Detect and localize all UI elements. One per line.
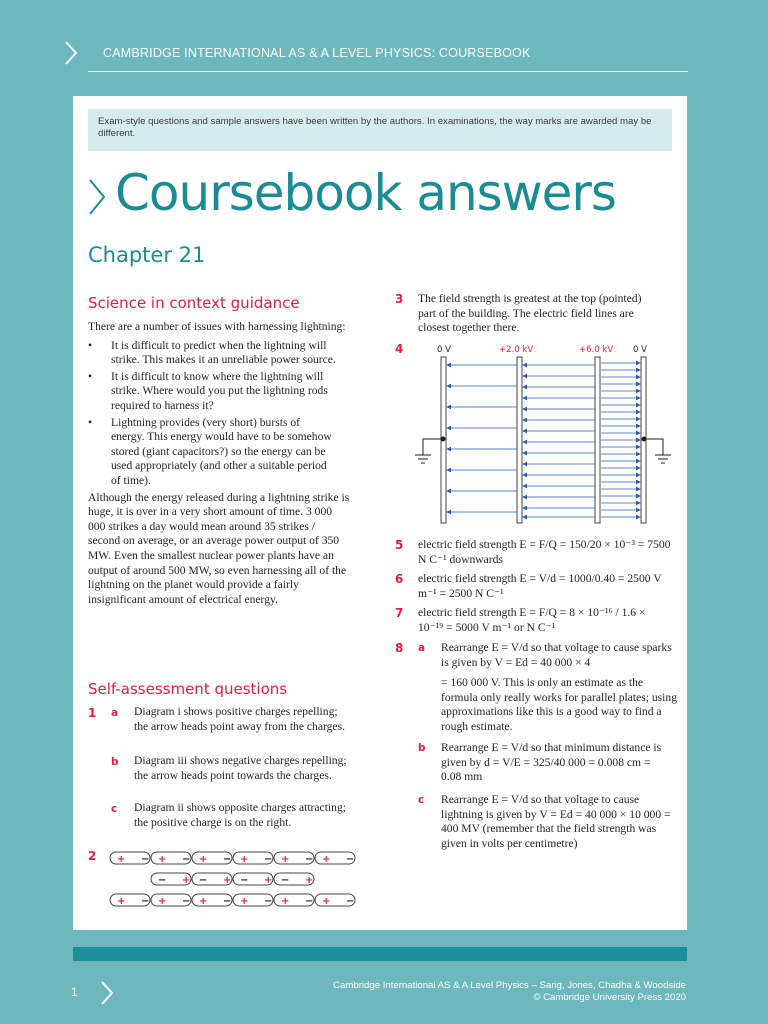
charge-sign: + (305, 875, 314, 886)
chevron-right-icon (87, 177, 107, 217)
science-intro: There are a number of issues with harnessing lightning: (88, 320, 346, 333)
charge-row-1 (110, 852, 355, 865)
charge-sign: − (223, 854, 232, 865)
plate (595, 357, 600, 523)
header-rule (88, 71, 688, 72)
question-number: 7 (395, 606, 404, 620)
top-bar (0, 0, 768, 72)
question-number: 1 (88, 706, 97, 720)
charge-sign: + (158, 854, 167, 865)
bullet-item: • Lightning provides (very short) bursts of energy. This energy would have to be somehow stored (giant capacitors?) so the energy can be used appropriately (and other a suitable period of time). (88, 416, 333, 489)
page-title (87, 164, 616, 222)
charge-sign: + (199, 896, 208, 907)
charge-sign: + (117, 854, 126, 865)
exam-notice: Exam-style questions and sample answers have been written by the authors. In examinations, the way marks are awarded may be different. (88, 109, 672, 151)
field-lines-left (447, 365, 517, 512)
answer-8a-continued: = 160 000 V. This is only an estimate as the formula only really works for parallel plates; using approximations like this is a good way to find a rough estimate. (441, 676, 677, 733)
charge-sign: − (223, 896, 232, 907)
footer-authors: Cambridge International AS & A Level Physics – Sang, Jones, Chadha & Woodside (333, 980, 686, 991)
science-paragraph: Although the energy released during a lightning strike is huge, it is over in a very short amount of time. 3 000 000 strikes a day would mean around 35 strikes / second on average, or an average power output of 350 MW. Even the smallest nuclear power plants have an output of around 500 MW, so even harnessing all of the lightning on the planet would provide a fairly insignificant amount of electrical energy. (88, 490, 350, 606)
charge-sign: + (281, 854, 290, 865)
page-number: 1 (71, 985, 78, 999)
charge-sign: + (158, 896, 167, 907)
potential-label: 0 V (437, 345, 451, 355)
potential-label: +2.0 kV (499, 345, 534, 355)
bottom-band (73, 947, 687, 961)
question-number: 3 (395, 292, 404, 306)
charge-sign: − (264, 896, 273, 907)
charge-sign: + (240, 896, 249, 907)
bullet-item: • It is difficult to know where the lightning will strike. Where would you put the lightning rods required to harness it? (88, 370, 339, 414)
field-lines-right (601, 363, 640, 517)
charge-sign: + (182, 875, 191, 886)
question-number: 5 (395, 538, 404, 552)
question-number: 6 (395, 572, 404, 586)
answer-1a: Diagram i shows positive charges repelling; the arrow heads point away from the charges. (134, 705, 345, 733)
charge-sign: − (264, 854, 273, 865)
sub-label: c (111, 803, 118, 815)
charge-sign: − (199, 875, 208, 886)
charge-sign: − (141, 854, 150, 865)
title-text: Coursebook answers (115, 164, 616, 222)
self-assessment-heading: Self-assessment questions (88, 680, 288, 698)
charge-sign: − (305, 854, 314, 865)
sub-label: b (418, 742, 426, 754)
field-diagram (411, 343, 673, 527)
science-heading: Science in context guidance (88, 294, 300, 312)
footer-credits (333, 980, 686, 1004)
question-number: 8 (395, 641, 404, 655)
charge-sign: − (141, 896, 150, 907)
charge-sign: − (346, 854, 355, 865)
answer-8c: Rearrange E = V/d so that voltage to cause lightning is given by V = Ed = 40 000 × 10 000 = 400 MV (remember that the field strength was given in volts per centimetre) (441, 793, 671, 850)
chevron-right-icon (100, 980, 114, 1006)
potential-label: 0 V (633, 345, 647, 355)
answer-6: electric field strength E = V/d = 1000/0.40 = 2500 V m⁻¹ = 2500 N C⁻¹ (418, 572, 662, 600)
answer-7: electric field strength E = F/Q = 8 × 10⁻¹⁶ / 1.6 × 10⁻¹⁹ = 5000 V m⁻¹ or N C⁻¹ (418, 606, 646, 634)
answer-5: electric field strength E = F/Q = 150/20 × 10⁻³ = 7500 N C⁻¹ downwards (418, 538, 671, 566)
charge-sign: − (182, 854, 191, 865)
answer-1c: Diagram ii shows opposite charges attracting; the positive charge is on the right. (134, 801, 346, 829)
book-title: CAMBRIDGE INTERNATIONAL AS & A LEVEL PHYSICS: COURSEBOOK (103, 46, 531, 60)
charge-sign: − (346, 896, 355, 907)
charge-sign: + (240, 854, 249, 865)
charge-sign: − (305, 896, 314, 907)
sub-label: c (418, 794, 425, 806)
charge-sign: − (240, 875, 249, 886)
answer-1b: Diagram iii shows negative charges repelling; the arrow heads point towards the charges. (134, 754, 347, 782)
answer-8b: Rearrange E = V/d so that minimum distance is given by d = V/E = 325/40 000 = 0.008 cm = 0.08 mm (441, 741, 662, 784)
question-number: 4 (395, 342, 404, 356)
footer-copyright: © Cambridge University Press 2020 (533, 992, 686, 1003)
question-number: 2 (88, 849, 97, 863)
charge-sign: + (322, 854, 331, 865)
charge-sign: + (281, 896, 290, 907)
science-section (88, 320, 350, 607)
charge-row-3 (110, 894, 355, 907)
page-sheet (73, 96, 687, 930)
potential-label: +6.0 kV (579, 345, 614, 355)
charge-sign: + (117, 896, 126, 907)
charge-sign: + (264, 875, 273, 886)
charge-row-2 (151, 873, 314, 886)
sub-label: a (111, 707, 119, 719)
plate (517, 357, 522, 523)
charge-rows-diagram (109, 850, 359, 914)
chevron-right-icon (64, 40, 78, 66)
charge-sign: + (322, 896, 331, 907)
answer-8a: Rearrange E = V/d so that voltage to cause sparks is given by V = Ed = 40 000 × 4 (441, 641, 672, 669)
answer-3: The field strength is greatest at the top (pointed) part of the building. The electric field lines are closest together there. (418, 292, 642, 335)
field-lines-middle (523, 365, 595, 517)
charge-sign: − (281, 875, 290, 886)
sub-label: a (418, 642, 426, 654)
sub-label: b (111, 756, 119, 768)
chapter-heading: Chapter 21 (88, 243, 206, 267)
charge-sign: + (223, 875, 232, 886)
bullet-item: • It is difficult to predict when the lightning will strike. This makes it an unreliable power source. (88, 339, 339, 368)
charge-sign: − (158, 875, 167, 886)
charge-sign: − (182, 896, 191, 907)
charge-sign: + (199, 854, 208, 865)
